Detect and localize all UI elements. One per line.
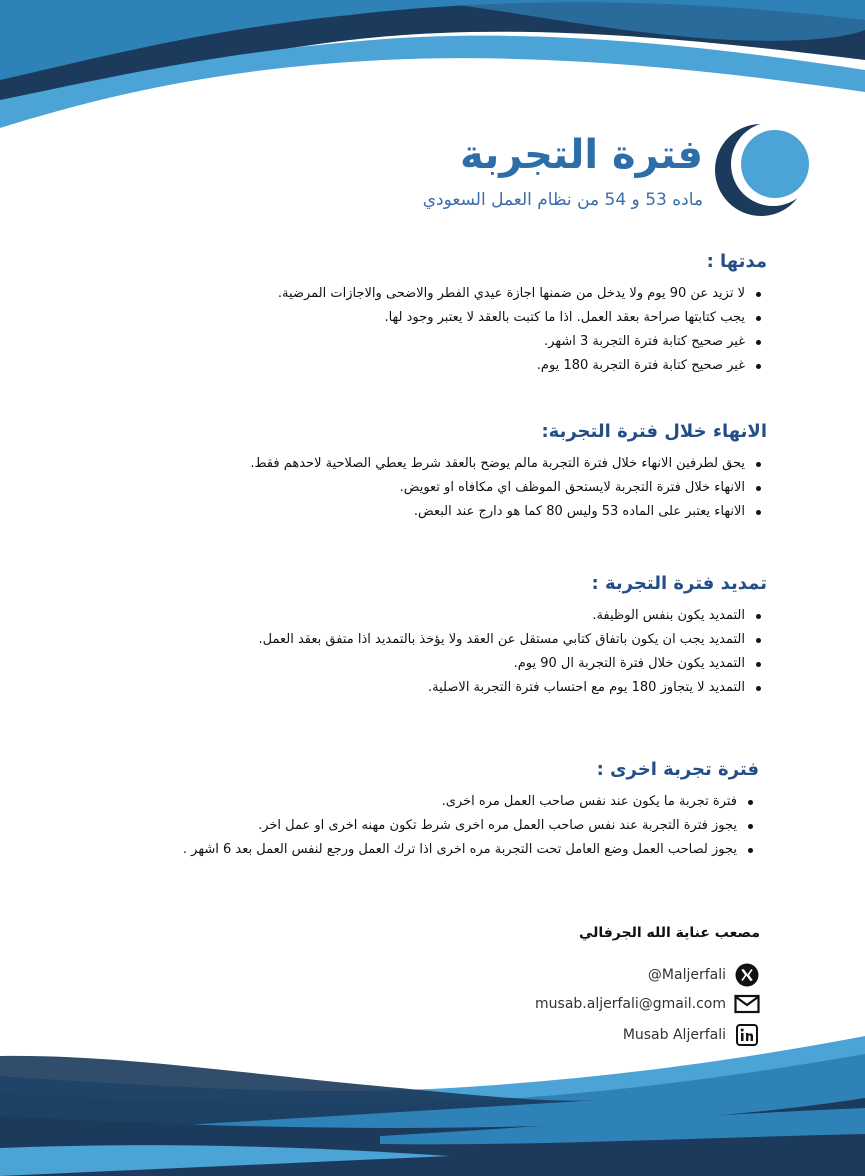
email-link[interactable]: musab.aljerfali@gmail.com bbox=[535, 996, 726, 1012]
section-termination bbox=[250, 418, 767, 524]
bullet-list bbox=[250, 452, 767, 524]
page-title: فترة التجربة bbox=[460, 132, 703, 178]
list-item: يحق لطرفين الانهاء خلال فترة التجربة مالم يوضح بالعقد شرط يعطي الصلاحية لاحدهم فقط. bbox=[250, 452, 767, 476]
bullet-list bbox=[183, 790, 759, 862]
x-logo-icon bbox=[734, 962, 760, 988]
x-handle[interactable]: @Maljerfali bbox=[647, 967, 726, 983]
top-wave-decoration bbox=[0, 0, 865, 140]
section-another-trial bbox=[183, 756, 759, 862]
x-handle-row[interactable] bbox=[648, 962, 760, 988]
list-item: يجوز لصاحب العمل وضع العامل تحت التجربة مره اخرى اذا ترك العمل ورجع لنفس العمل بعد 6 اشهر . bbox=[183, 838, 759, 862]
page-subtitle: ماده 53 و 54 من نظام العمل السعودي bbox=[422, 190, 703, 210]
bottom-wave-decoration bbox=[0, 1016, 865, 1176]
list-item: غير صحيح كتابة فترة التجربة 3 اشهر. bbox=[278, 330, 767, 354]
list-item: الانهاء خلال فترة التجربة لايستحق الموظف اي مكافاه او تعويض. bbox=[250, 476, 767, 500]
list-item: يجوز فترة التجربة عند نفس صاحب العمل مره اخرى شرط تكون مهنه اخرى او عمل اخر. bbox=[183, 814, 759, 838]
list-item: التمديد لا يتجاوز 180 يوم مع احتساب فترة التجربة الاصلية. bbox=[259, 676, 767, 700]
crescent-logo-icon bbox=[715, 120, 815, 220]
list-item: يجب كتابتها صراحة بعقد العمل. اذا ما كتبت بالعقد لا يعتبر وجود لها. bbox=[278, 306, 767, 330]
email-row[interactable] bbox=[535, 991, 760, 1017]
section-extension bbox=[259, 570, 767, 700]
list-item: الانهاء يعتبر على الماده 53 وليس 80 كما هو دارج عند البعض. bbox=[250, 500, 767, 524]
list-item: التمديد يجب ان يكون باتفاق كتابي مستقل عن العقد ولا يؤخذ بالتمديد اذا متفق بعقد العمل. bbox=[259, 628, 767, 652]
section-duration bbox=[278, 248, 767, 378]
author-name: مصعب عناية الله الجرفالي bbox=[578, 925, 760, 941]
bullet-list bbox=[278, 282, 767, 378]
list-item: التمديد يكون بنفس الوظيفة. bbox=[259, 604, 767, 628]
envelope-icon bbox=[734, 991, 760, 1017]
list-item: لا تزيد عن 90 يوم ولا يدخل من ضمنها اجازة عيدي الفطر والاضحى والاجازات المرضية. bbox=[278, 282, 767, 306]
section-title: تمديد فترة التجربة : bbox=[591, 573, 767, 594]
list-item: فترة تجربة ما يكون عند نفس صاحب العمل مره اخرى. bbox=[183, 790, 759, 814]
document-header bbox=[55, 120, 815, 230]
section-title: فترة تجربة اخرى : bbox=[596, 759, 759, 780]
list-item: التمديد يكون خلال فترة التجربة ال 90 يوم. bbox=[259, 652, 767, 676]
linkedin-link[interactable]: Musab Aljerfali bbox=[622, 1027, 726, 1043]
list-item: غير صحيح كتابة فترة التجربة 180 يوم. bbox=[278, 354, 767, 378]
section-title: مدتها : bbox=[706, 251, 767, 272]
section-title: الانهاء خلال فترة التجربة: bbox=[541, 421, 767, 442]
bullet-list bbox=[259, 604, 767, 700]
